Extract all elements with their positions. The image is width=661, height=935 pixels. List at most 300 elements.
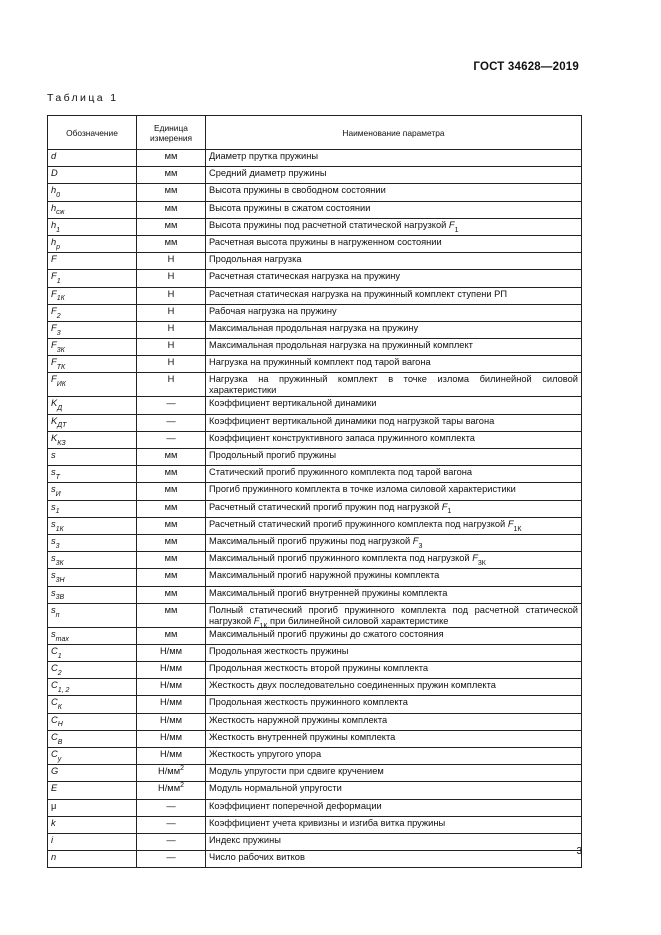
- unit-text: мм: [164, 484, 178, 495]
- symbol-letter: K: [51, 432, 58, 443]
- table-row: [48, 696, 582, 713]
- unit-text: —: [166, 834, 176, 845]
- parameter-symbol: [48, 816, 137, 833]
- symbol-subscript: 3В: [55, 594, 65, 602]
- table-row: [48, 627, 582, 644]
- symbol-letter: s: [51, 535, 56, 546]
- parameter-name-text: Расчетная высота пружины в нагруженном состоянии: [209, 236, 442, 247]
- parameter-symbol: [48, 833, 137, 850]
- parameter-name: [206, 184, 582, 201]
- parameter-symbol: [48, 304, 137, 321]
- parameter-name: [206, 603, 582, 630]
- parameter-name: [206, 339, 582, 356]
- table-row: [48, 552, 582, 569]
- parameter-symbol: [48, 603, 137, 627]
- parameter-name-text: Коэффициент вертикальной динамики под нагрузкой тары вагона: [209, 415, 495, 426]
- symbol-subscript: 1: [57, 652, 62, 660]
- table-row: [48, 373, 582, 397]
- symbol-subscript: 3Н: [55, 577, 65, 585]
- parameter-unit: [137, 713, 206, 730]
- symbol-subscript: ИК: [56, 381, 66, 389]
- parameter-unit: [137, 644, 206, 661]
- unit-text: Н/мм: [158, 783, 181, 794]
- symbol-letter: s: [51, 628, 56, 639]
- parameter-name-text: Продольная жесткость пружины: [209, 645, 349, 656]
- inline-symbol-subscript: 3К: [477, 559, 486, 567]
- parameter-symbol: [48, 431, 137, 448]
- parameter-unit: [137, 603, 206, 627]
- parameter-name-text: Жесткость наружной пружины комплекта: [209, 714, 388, 725]
- symbol-subscript: ДТ: [57, 422, 67, 430]
- symbol-subscript: 3К: [56, 346, 65, 354]
- symbol-letter: h: [51, 185, 57, 196]
- symbol-letter: C: [51, 663, 58, 674]
- parameter-name: [206, 270, 582, 287]
- table-row: [48, 816, 582, 833]
- parameter-name-text: Модуль упругости при сдвиге кручением: [209, 766, 384, 777]
- parameter-symbol: [48, 253, 137, 270]
- symbol-subscript: КЗ: [57, 439, 66, 447]
- parameter-unit: [137, 627, 206, 644]
- parameter-name-text: Продольная жесткость второй пружины комплекта: [209, 663, 429, 674]
- parameter-symbol: [48, 373, 137, 397]
- table-row: [48, 679, 582, 696]
- inline-symbol: F: [253, 615, 260, 626]
- parameter-name: [206, 414, 582, 431]
- unit-text: —: [166, 852, 176, 863]
- parameter-symbol: [48, 449, 137, 466]
- parameter-name: [206, 816, 582, 833]
- unit-text: мм: [164, 604, 178, 615]
- inline-symbol-subscript: 1К: [513, 525, 522, 533]
- parameter-unit: [137, 782, 206, 799]
- parameter-unit: [137, 851, 206, 868]
- parameter-unit: [137, 765, 206, 782]
- unit-text: Н/мм: [159, 645, 183, 656]
- parameter-name-text: Продольный прогиб пружины: [209, 450, 337, 460]
- parameter-name-text: Жесткость внутренней пружины комплекта: [209, 731, 396, 742]
- unit-text: Н/мм: [159, 680, 183, 691]
- symbol-subscript: Т: [55, 474, 60, 482]
- table-row: [48, 534, 582, 551]
- parameter-name: [206, 644, 582, 661]
- unit-text: мм: [164, 467, 178, 478]
- table-row: [48, 713, 582, 730]
- parameter-unit: [137, 816, 206, 833]
- parameter-name-text: Максимальный прогиб пружинного комплекта под нагрузкой: [209, 553, 473, 564]
- table-row: [48, 201, 582, 218]
- unit-text: мм: [164, 570, 178, 581]
- table-row: [48, 483, 582, 500]
- parameter-unit: [137, 201, 206, 218]
- parameter-name-text: Статический прогиб пружинного комплекта под тарой вагона: [209, 467, 473, 478]
- unit-text: мм: [164, 236, 178, 247]
- parameter-unit: [137, 500, 206, 517]
- parameter-name-text: Расчетная статическая нагрузка на пружину: [209, 271, 401, 282]
- unit-text: мм: [164, 450, 178, 460]
- parameter-name-text: Высота пружины под расчетной статической нагрузкой: [209, 219, 449, 230]
- table-caption: Таблица 1: [47, 92, 119, 104]
- parameter-symbol: [48, 167, 137, 184]
- parameter-name-tail: при билинейной силовой характеристике: [267, 615, 449, 626]
- unit-text: мм: [164, 219, 178, 230]
- parameter-name: [206, 782, 582, 799]
- symbol-letter: i: [51, 834, 54, 845]
- unit-text: Н: [167, 374, 175, 385]
- symbol-subscript: Д: [57, 405, 63, 413]
- parameter-unit: [137, 287, 206, 304]
- symbol-letter: C: [51, 697, 58, 708]
- parameter-name: [206, 851, 582, 868]
- parameter-symbol: [48, 321, 137, 338]
- parameter-name-text: Диаметр прутка пружины: [209, 151, 319, 161]
- symbol-letter: F: [51, 254, 57, 265]
- parameter-name: [206, 397, 582, 414]
- symbol-letter: C: [51, 714, 58, 725]
- parameter-symbol: [48, 851, 137, 868]
- symbol-subscript: 1: [56, 226, 61, 234]
- parameter-symbol: [48, 765, 137, 782]
- parameter-name-text: Полный статический прогиб пружинного комплекта под расчетной статической нагрузкой: [209, 604, 578, 626]
- unit-text: Н: [167, 357, 175, 368]
- unit-text: Н: [167, 254, 175, 265]
- parameter-unit: [137, 517, 206, 534]
- unit-text: —: [166, 415, 176, 426]
- parameter-name: [206, 201, 582, 218]
- inline-symbol: F: [441, 501, 448, 512]
- symbol-letter: h: [51, 202, 57, 213]
- table-row: [48, 500, 582, 517]
- parameter-name: [206, 167, 582, 184]
- parameter-name: [206, 534, 582, 551]
- unit-text: Н: [167, 322, 175, 333]
- parameter-unit: [137, 449, 206, 466]
- unit-text: мм: [164, 185, 178, 196]
- parameter-name-text: Средний диаметр пружины: [209, 168, 327, 179]
- inline-symbol-subscript: 1К: [259, 622, 268, 630]
- symbol-letter: F: [51, 288, 57, 299]
- parameter-name-text: Нагрузка на пружинный комплект под тарой вагона: [209, 357, 431, 368]
- table-row: [48, 218, 582, 235]
- parameter-name: [206, 483, 582, 500]
- parameter-name: [206, 662, 582, 679]
- parameter-name: [206, 517, 582, 534]
- symbol-letter: s: [51, 553, 56, 564]
- inline-symbol: F: [507, 518, 514, 529]
- symbol-letter: k: [51, 817, 56, 828]
- unit-text: Н: [167, 305, 175, 316]
- parameter-symbol: [48, 713, 137, 730]
- parameter-unit: [137, 321, 206, 338]
- symbol-subscript: 1: [55, 508, 60, 516]
- table-row: [48, 235, 582, 252]
- symbol-letter: s: [51, 518, 56, 529]
- parameter-unit: [137, 799, 206, 816]
- parameter-name-text: Максимальный прогиб внутренней пружины комплекта: [209, 587, 448, 598]
- unit-text: Н/мм: [159, 731, 183, 742]
- parameter-unit: [137, 730, 206, 747]
- inline-symbol: F: [412, 535, 419, 546]
- parameter-symbol: [48, 235, 137, 252]
- parameter-unit: [137, 270, 206, 287]
- symbol-letter: F: [51, 340, 57, 351]
- parameter-name-text: Высота пружины в сжатом состоянии: [209, 202, 371, 213]
- symbol-letter: D: [51, 168, 58, 179]
- table-row: [48, 287, 582, 304]
- unit-text: Н/мм: [159, 749, 183, 759]
- symbol-subscript: К: [57, 704, 62, 712]
- parameter-symbol: [48, 679, 137, 696]
- table-row: [48, 851, 582, 868]
- parameter-unit: [137, 414, 206, 431]
- parameter-name: [206, 799, 582, 816]
- parameter-unit: [137, 235, 206, 252]
- unit-text: Н/мм: [158, 766, 181, 777]
- parameter-symbol: [48, 782, 137, 799]
- parameter-name: [206, 321, 582, 338]
- parameter-name: [206, 218, 582, 235]
- column-header-unit: Единица измерения: [137, 116, 206, 150]
- symbol-letter: F: [51, 322, 57, 333]
- parameter-unit: [137, 569, 206, 586]
- parameter-symbol: [48, 287, 137, 304]
- symbol-subscript: max: [55, 635, 69, 643]
- parameter-name: [206, 150, 582, 167]
- parameter-symbol: [48, 218, 137, 235]
- parameter-name-text: Продольная жесткость пружинного комплекта: [209, 697, 408, 708]
- parameter-symbol: [48, 270, 137, 287]
- symbol-letter: μ: [51, 800, 57, 811]
- parameter-name-text: Коэффициент конструктивного запаса пружинного комплекта: [209, 432, 475, 443]
- parameter-name: [206, 730, 582, 747]
- table-row: [48, 466, 582, 483]
- parameter-name-text: Расчетный статический прогиб пружинного комплекта под нагрузкой: [209, 518, 508, 529]
- parameter-symbol: [48, 483, 137, 500]
- parameter-name-text: Жесткость упругого упора: [209, 749, 322, 759]
- symbol-subscript: п: [55, 611, 60, 619]
- unit-text: Н/мм: [159, 714, 183, 725]
- symbol-subscript: 1К: [56, 295, 65, 303]
- parameter-name-text: Максимальный прогиб наружной пружины комплекта: [209, 570, 440, 581]
- column-header-name: Наименование параметра: [206, 116, 582, 150]
- inline-symbol: F: [448, 219, 455, 230]
- parameter-name-text: Прогиб пружинного комплекта в точке излома силовой характеристики: [209, 484, 516, 495]
- parameter-name: [206, 748, 582, 765]
- symbol-letter: s: [51, 570, 56, 581]
- parameter-name-text: Рабочая нагрузка на пружину: [209, 305, 337, 316]
- parameter-symbol: [48, 534, 137, 551]
- parameters-table: [47, 115, 582, 868]
- table-row: [48, 748, 582, 765]
- parameter-name: [206, 356, 582, 373]
- symbol-subscript: у: [57, 755, 62, 763]
- parameter-name: [206, 552, 582, 569]
- parameter-name-text: Максимальный прогиб пружины до сжатого состояния: [209, 628, 444, 639]
- symbol-letter: E: [51, 783, 58, 794]
- parameter-name: [206, 431, 582, 448]
- parameter-name: [206, 765, 582, 782]
- table-row: [48, 304, 582, 321]
- parameter-name: [206, 679, 582, 696]
- inline-symbol-subscript: 1: [454, 226, 459, 234]
- unit-text: мм: [164, 587, 178, 598]
- parameter-symbol: [48, 201, 137, 218]
- parameter-unit: [137, 833, 206, 850]
- parameter-unit: [137, 552, 206, 569]
- parameter-symbol: [48, 356, 137, 373]
- symbol-letter: K: [51, 415, 58, 426]
- unit-text: мм: [164, 518, 178, 529]
- symbol-subscript: 3: [55, 542, 60, 550]
- unit-text: —: [166, 432, 176, 443]
- parameter-unit: [137, 586, 206, 603]
- table-row: [48, 730, 582, 747]
- symbol-letter: s: [51, 467, 56, 478]
- unit-text: мм: [164, 628, 178, 639]
- symbol-letter: s: [51, 484, 56, 495]
- parameter-unit: [137, 696, 206, 713]
- standard-number: ГОСТ 34628—2019: [473, 61, 579, 73]
- parameter-name: [206, 713, 582, 730]
- parameter-name-text: Расчетный статический прогиб пружин под нагрузкой: [209, 501, 442, 512]
- symbol-subscript: В: [57, 738, 63, 746]
- table-row: [48, 569, 582, 586]
- table-row: [48, 253, 582, 270]
- symbol-letter: C: [51, 645, 58, 656]
- symbol-letter: h: [51, 236, 57, 247]
- unit-text: —: [166, 398, 176, 409]
- parameter-unit: [137, 397, 206, 414]
- parameter-name-text: Высота пружины в свободном состоянии: [209, 185, 386, 196]
- table-row: [48, 765, 582, 782]
- symbol-letter: d: [51, 151, 57, 161]
- parameter-name-text: Расчетная статическая нагрузка на пружинный комплект ступени РП: [209, 288, 508, 299]
- unit-superscript: 2: [180, 765, 184, 773]
- table-row: [48, 833, 582, 850]
- parameter-symbol: [48, 627, 137, 644]
- symbol-subscript: ТК: [56, 364, 66, 372]
- symbol-subscript: 2: [57, 669, 62, 677]
- parameter-name-text: Индекс пружины: [209, 834, 281, 845]
- parameter-unit: [137, 748, 206, 765]
- symbol-subscript: 1, 2: [57, 687, 70, 695]
- unit-text: мм: [164, 202, 178, 213]
- parameter-symbol: [48, 184, 137, 201]
- symbol-letter: n: [51, 852, 57, 863]
- parameter-name: [206, 586, 582, 603]
- symbol-letter: K: [51, 398, 58, 409]
- inline-symbol-subscript: 3: [418, 542, 423, 550]
- parameter-unit: [137, 304, 206, 321]
- unit-text: мм: [164, 535, 178, 546]
- parameter-unit: [137, 483, 206, 500]
- table-body: [48, 150, 582, 868]
- symbol-letter: h: [51, 219, 57, 230]
- parameter-name-text: Коэффициент поперечной деформации: [209, 800, 382, 811]
- parameter-symbol: [48, 730, 137, 747]
- inline-symbol-subscript: 1: [447, 508, 452, 516]
- symbol-letter: s: [51, 587, 56, 598]
- parameter-name-text: Нагрузка на пружинный комплект в точке излома билинейной силовой характеристики: [209, 374, 578, 396]
- parameter-name-text: Число рабочих витков: [209, 852, 305, 863]
- symbol-subscript: р: [56, 243, 61, 251]
- parameter-name: [206, 569, 582, 586]
- symbol-letter: F: [51, 374, 57, 385]
- parameter-unit: [137, 339, 206, 356]
- parameter-symbol: [48, 748, 137, 765]
- symbol-subscript: сж: [56, 209, 65, 217]
- parameter-unit: [137, 253, 206, 270]
- symbol-letter: C: [51, 680, 58, 691]
- parameter-name: [206, 696, 582, 713]
- table-row: [48, 799, 582, 816]
- symbol-subscript: Н: [57, 721, 63, 729]
- table-row: [48, 356, 582, 373]
- unit-text: мм: [164, 553, 178, 564]
- table-row: [48, 449, 582, 466]
- parameter-name: [206, 253, 582, 270]
- parameter-name: [206, 449, 582, 466]
- symbol-subscript: 2: [56, 312, 61, 320]
- parameter-unit: [137, 150, 206, 167]
- symbol-letter: C: [51, 749, 58, 759]
- parameter-unit: [137, 356, 206, 373]
- parameter-name: [206, 235, 582, 252]
- symbol-letter: C: [51, 731, 58, 742]
- table-row: [48, 603, 582, 627]
- parameter-name-text: Максимальная продольная нагрузка на пружину: [209, 322, 419, 333]
- parameter-unit: [137, 662, 206, 679]
- parameter-name-text: Модуль нормальной упругости: [209, 783, 342, 794]
- symbol-subscript: 1К: [55, 525, 64, 533]
- parameter-unit: [137, 534, 206, 551]
- parameter-symbol: [48, 569, 137, 586]
- parameter-name-text: Максимальная продольная нагрузка на пружинный комплект: [209, 340, 473, 351]
- table-row: [48, 431, 582, 448]
- parameter-symbol: [48, 150, 137, 167]
- inline-symbol: F: [472, 553, 478, 564]
- unit-text: мм: [164, 168, 178, 179]
- unit-text: мм: [164, 501, 178, 512]
- parameter-name-text: Продольная нагрузка: [209, 254, 302, 265]
- table-row: [48, 782, 582, 799]
- parameter-symbol: [48, 466, 137, 483]
- unit-text: Н/мм: [159, 663, 183, 674]
- symbol-letter: F: [51, 305, 57, 316]
- symbol-letter: F: [51, 271, 57, 282]
- parameter-symbol: [48, 339, 137, 356]
- parameter-symbol: [48, 799, 137, 816]
- column-header-symbol: Обозначение: [48, 116, 137, 150]
- parameter-unit: [137, 431, 206, 448]
- parameter-name: [206, 466, 582, 483]
- table-row: [48, 339, 582, 356]
- symbol-letter: G: [51, 766, 59, 777]
- parameter-symbol: [48, 586, 137, 603]
- parameter-name-text: Жесткость двух последовательно соединенных пружин комплекта: [209, 680, 496, 691]
- symbol-subscript: И: [55, 491, 61, 499]
- symbol-subscript: 1: [56, 278, 61, 286]
- unit-text: мм: [164, 151, 178, 161]
- parameter-name-text: Коэффициент вертикальной динамики: [209, 398, 377, 409]
- parameter-name: [206, 373, 582, 397]
- parameter-symbol: [48, 500, 137, 517]
- parameter-name-text: Коэффициент учета кривизны и изгиба витка пружины: [209, 817, 446, 828]
- symbol-subscript: 3: [56, 329, 61, 337]
- table-row: [48, 644, 582, 661]
- page-number: 3: [576, 846, 582, 857]
- table-header-row: [48, 116, 582, 150]
